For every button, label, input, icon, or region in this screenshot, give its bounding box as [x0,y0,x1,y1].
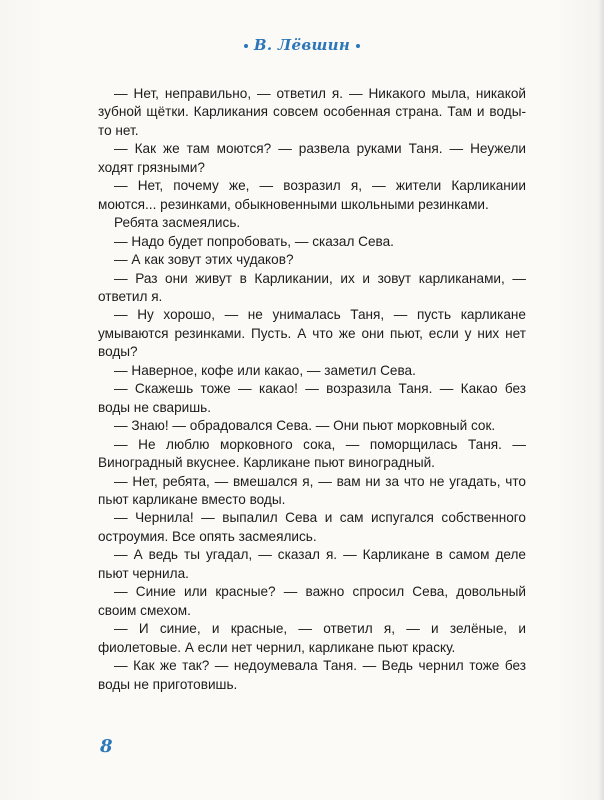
paragraph: — Ну хорошо, — не унималась Таня, — пусть карликане умываются резинками. Пусть. А что же они пьют, если у них нет воды? [98,307,526,360]
paragraph: — Раз они живут в Карликании, их и зовут карликанами, — ответил я. [98,270,526,304]
author-name: В. Лёвшин [253,36,351,54]
paragraph: — А как зовут этих чудаков? [114,252,294,268]
bullet-right-icon [356,44,360,48]
paragraph: — Не люблю морковного сока, — поморщилась Таня. — Виноградный вкуснее. Карликане пьют виноградный. [98,436,526,471]
paragraph: — Скажешь тоже — какао! — возразила Таня. — Какао без воды не сваришь. [98,381,526,415]
running-head [0,36,604,54]
paragraph: — И синие, и красные, — ответил я, — и зелёные, и фиолетовые. А если нет чернил, карликане пьют краску. [98,621,526,655]
paragraph: — Как же там моются? — развела руками Таня. — Неужели ходят грязными? [98,141,526,175]
page-edge-shadow [598,0,604,800]
paragraph: — Синие или красные? — важно спросил Сева, довольный своим смехом. [98,584,526,618]
paragraph: — Нет, неправильно, — ответил я. — Никакого мыла, никакой зубной щётки. Карликания совсем особенная страна. Там и воды-то нет. [98,86,526,138]
bullet-left-icon [244,44,248,48]
paragraph: Ребята засмеялись. [114,215,241,231]
paragraph: — Надо будет попробовать, — сказал Сева. [114,233,394,249]
paragraph: — Нет, ребята, — вмешался я, — вам ни за что не угадать, что пьют карликане вместо воды. [98,473,526,507]
paragraph: — Нет, почему же, — возразил я, — жители Карликании моются... резинками, обыкновенными школьными резинками. [98,178,526,212]
paragraph: — А ведь ты угадал, — сказал я. — Карликане в самом деле пьют чернила. [98,547,526,581]
paragraph: — Как же так? — недоумевала Таня. — Ведь чернил тоже без воды не приготовишь. [98,658,526,692]
page-number: 8 [100,736,113,757]
paragraph: — Знаю! — обрадовался Сева. — Они пьют морковный сок. [114,418,496,434]
paragraph: — Наверное, кофе или какао, — заметил Сева. [114,362,416,378]
body-text [98,85,526,694]
paragraph: — Чернила! — выпалил Сева и сам испугался собственного остроумия. Все опять засмеялись. [98,510,526,544]
